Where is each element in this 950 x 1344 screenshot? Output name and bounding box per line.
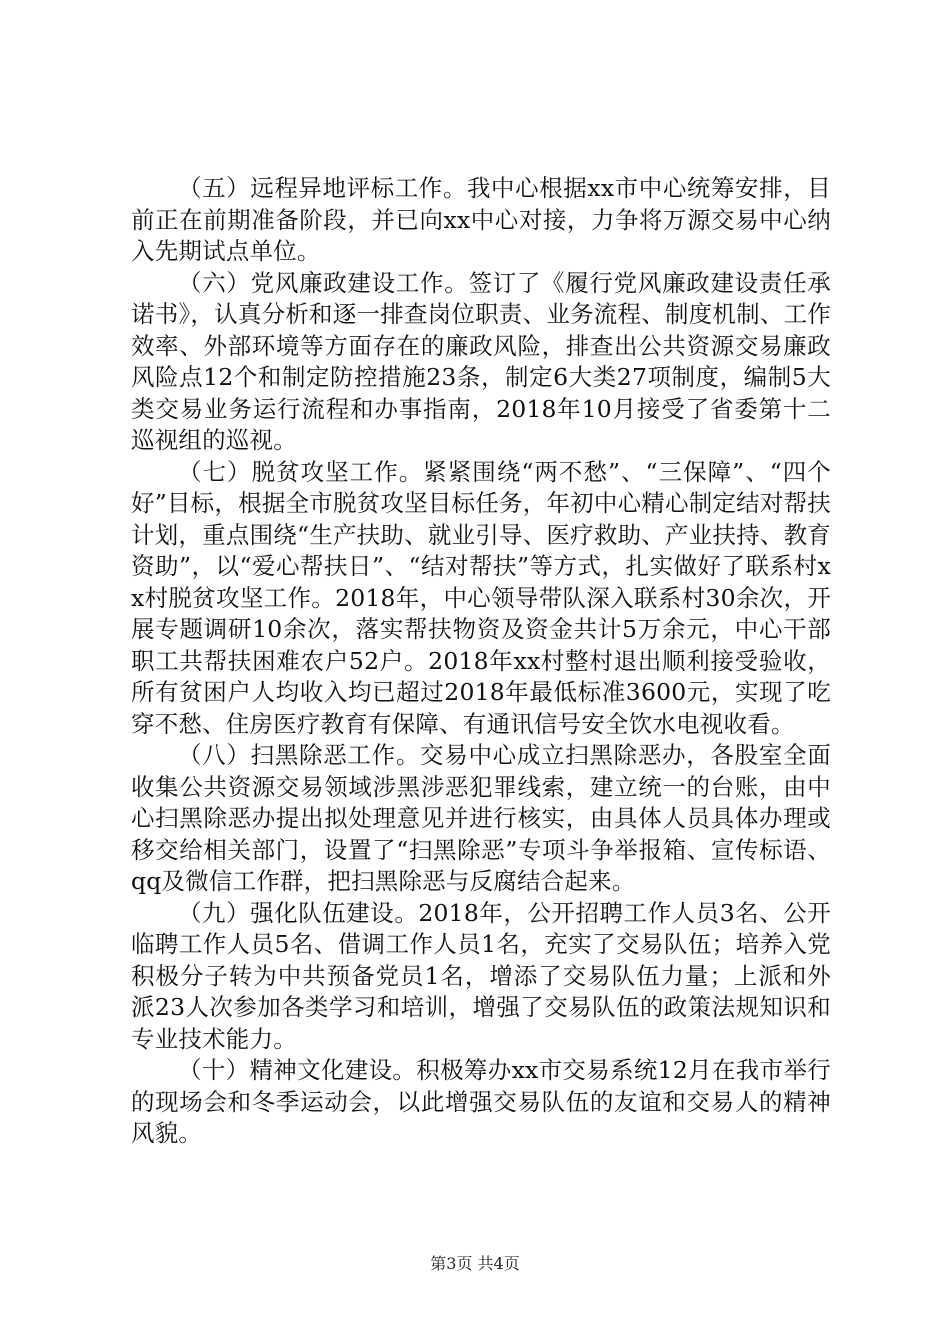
paragraph-team-building: （九）强化队伍建设。2018年，公开招聘工作人员3名、公开临聘工作人员5名、借调工作人员1名，充实了交易队伍；培养入党积极分子转为中共预备党员1名，增添了交易队伍力量；上派和外派23人次参加各类学习和培训，增强了交易队伍的政策法规知识和专业技术能力。 xyxy=(131,898,831,1053)
paragraph-anti-crime: （八）扫黑除恶工作。交易中心成立扫黑除恶办，各股室全面收集公共资源交易领域涉黑涉恶犯罪线索，建立统一的台账，由中心扫黑除恶办提出拟处理意见并进行核实，由具体人员具体办理或移交给相关部门，设置了“扫黑除恶”专项斗争举报箱、宣传标语、qq及微信工作群，把扫黑除恶与反腐结合起来。 xyxy=(131,741,831,895)
paragraph-poverty-alleviation: （七）脱贫攻坚工作。紧紧围绕“两不愁”、“三保障”、“四个好”目标，根据全市脱贫攻坚目标任务，年初中心精心制定结对帮扶计划，重点围绕“生产扶助、就业引导、医疗救助、产业扶持、教育资助”，以“爱心帮扶日”、“结对帮扶”等方式，扎实做好了联系村xx村脱贫攻坚工作。2018年，中心领导带队深入联系村30余次，开展专题调研10余次，落实帮扶物资及资金共计5万余元，中心干部职工共帮扶困难农户52户。2018年xx村整村退出顺利接受验收，所有贫困户人均收入均已超过2018年最低标准3600元，实现了吃穿不愁、住房医疗教育有保障、有通讯信号安全饮水电视收看。 xyxy=(131,457,831,738)
document-body xyxy=(131,173,831,1150)
paragraph-party-integrity: （六）党风廉政建设工作。签订了《履行党风廉政建设责任承诺书》，认真分析和逐一排查岗位职责、业务流程、制度机制、工作效率、外部环境等方面存在的廉政风险，排查出公共资源交易廉政风险点12个和制定防控措施23条，制定6大类27项制度，编制5大类交易业务运行流程和办事指南，2018年10月接受了省委第十二巡视组的巡视。 xyxy=(131,268,831,454)
paragraph-culture-building: （十）精神文化建设。积极筹办xx市交易系统12月在我市举行的现场会和冬季运动会，以此增强交易队伍的友谊和交易人的精神风貌。 xyxy=(131,1056,831,1147)
paragraph-remote-bid-evaluation: （五）远程异地评标工作。我中心根据xx市中心统筹安排，目前正在前期准备阶段，并已向xx中心对接，力争将万源交易中心纳入先期试点单位。 xyxy=(131,174,831,265)
page-number-footer: 第3页 共4页 xyxy=(430,1254,520,1273)
